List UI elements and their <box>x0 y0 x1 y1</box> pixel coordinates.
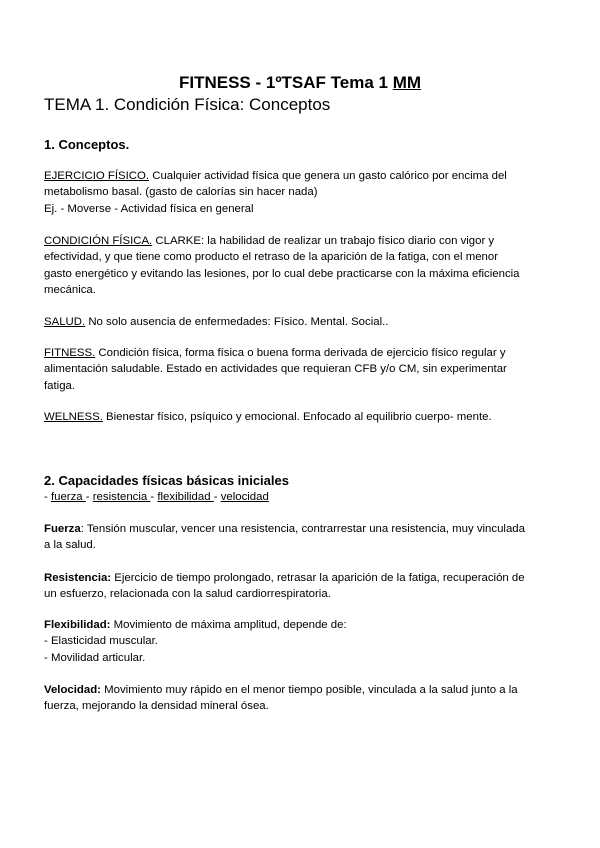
paragraph-flexibilidad <box>44 617 554 666</box>
paragraph-fuerza <box>44 521 554 554</box>
paragraph-welness <box>44 409 554 425</box>
paragraph-salud <box>44 314 554 330</box>
paragraph-line: Ej. - Moverse - Actividad física en general <box>44 202 254 215</box>
paragraph-line <box>44 521 554 537</box>
paragraph-line: fatiga. <box>44 379 76 392</box>
list-item-velocidad: velocidad <box>220 491 269 503</box>
section-heading-capacidades: 2. Capacidades físicas básicas iniciales <box>44 473 289 488</box>
term-condicion-fisica: CONDICIÓN FÍSICA. <box>44 235 153 247</box>
paragraph-fitness <box>44 345 554 394</box>
paragraph-line: fuerza, mejorando la densidad mineral ósea. <box>44 700 269 713</box>
paragraph-line: - Movilidad articular. <box>44 651 146 664</box>
list-dash: - <box>85 491 93 503</box>
term-salud: SALUD. <box>44 316 86 328</box>
term-resistencia: Resistencia: <box>44 572 112 584</box>
definition-text: No solo ausencia de enfermedades: Físico. Mental. Social.. <box>85 316 389 328</box>
paragraph-velocidad <box>44 682 554 715</box>
paragraph-line <box>44 617 554 633</box>
paragraph-line <box>44 345 554 361</box>
document-title <box>0 72 600 94</box>
definition-text: Cualquier actividad física que genera un gasto calórico por encima del <box>149 170 507 182</box>
paragraph-ejercicio-fisico <box>44 168 554 217</box>
paragraph-line <box>44 570 554 586</box>
paragraph-line: metabolismo basal. (gasto de calorías sin hacer nada) <box>44 186 318 199</box>
definition-text: : Tensión muscular, vencer una resistencia, contrarrestar una resistencia, muy vinculada <box>80 523 525 535</box>
list-item-flexibilidad: flexibilidad <box>157 491 214 503</box>
term-fitness: FITNESS. <box>44 347 96 359</box>
definition-text: Movimiento de máxima amplitud, depende de: <box>110 619 347 631</box>
paragraph-line: a la salud. <box>44 539 96 552</box>
term-velocidad: Velocidad: <box>44 684 101 696</box>
capacities-list <box>44 489 554 505</box>
title-text: FITNESS - 1ºTSAF Tema 1 <box>178 73 393 92</box>
paragraph-line <box>44 168 554 184</box>
paragraph-line: un esfuerzo, relacionada con la salud cardiorrespiratoria. <box>44 588 331 601</box>
document-subtitle: TEMA 1. Condición Física: Conceptos <box>44 95 331 114</box>
list-dash: - <box>44 491 51 503</box>
paragraph-line <box>44 489 554 505</box>
definition-text: Bienestar físico, psíquico y emocional. Enfocado al equilibrio cuerpo- mente. <box>102 411 492 423</box>
term-flexibilidad: Flexibilidad: <box>44 619 111 631</box>
term-fuerza: Fuerza <box>44 523 81 535</box>
definition-text: CLARKE: la habilidad de realizar un trabajo físico diario con vigor y <box>152 235 495 247</box>
title-initials: MM <box>392 73 422 92</box>
definition-text: Movimiento muy rápido en el menor tiempo posible, vinculada a la salud junto a la <box>100 684 518 696</box>
paragraph-line: - Elasticidad muscular. <box>44 635 158 648</box>
list-dash: - <box>213 491 221 503</box>
term-welness: WELNESS. <box>44 411 103 423</box>
list-item-fuerza: fuerza <box>50 491 86 503</box>
paragraph-condicion-fisica <box>44 233 554 298</box>
term-ejercicio-fisico: EJERCICIO FÍSICO. <box>44 170 150 182</box>
definition-text: Ejercicio de tiempo prolongado, retrasar la aparición de la fatiga, recuperación de <box>111 572 525 584</box>
list-dash: - <box>150 491 158 503</box>
paragraph-line: gasto energético y evitando las lesiones, por lo cual debe practicarse con la máxima eficiencia <box>44 267 520 280</box>
paragraph-line: mecánica. <box>44 283 96 296</box>
paragraph-line <box>44 409 554 425</box>
paragraph-line <box>44 233 554 249</box>
definition-text: Condición física, forma física o buena forma derivada de ejercicio físico regular y <box>95 347 506 359</box>
list-item-resistencia: resistencia <box>92 491 151 503</box>
paragraph-resistencia <box>44 570 554 603</box>
paragraph-line <box>44 314 554 330</box>
paragraph-line <box>44 682 554 698</box>
section-heading-conceptos: 1. Conceptos. <box>44 137 130 152</box>
paragraph-line: alimentación saludable. Estado en actividades que requieran CFB y/o CM, sin experimentar <box>44 363 507 376</box>
paragraph-line: efectividad, y que tiene como producto el retraso de la aparición de la fatiga, con el menor <box>44 251 498 264</box>
